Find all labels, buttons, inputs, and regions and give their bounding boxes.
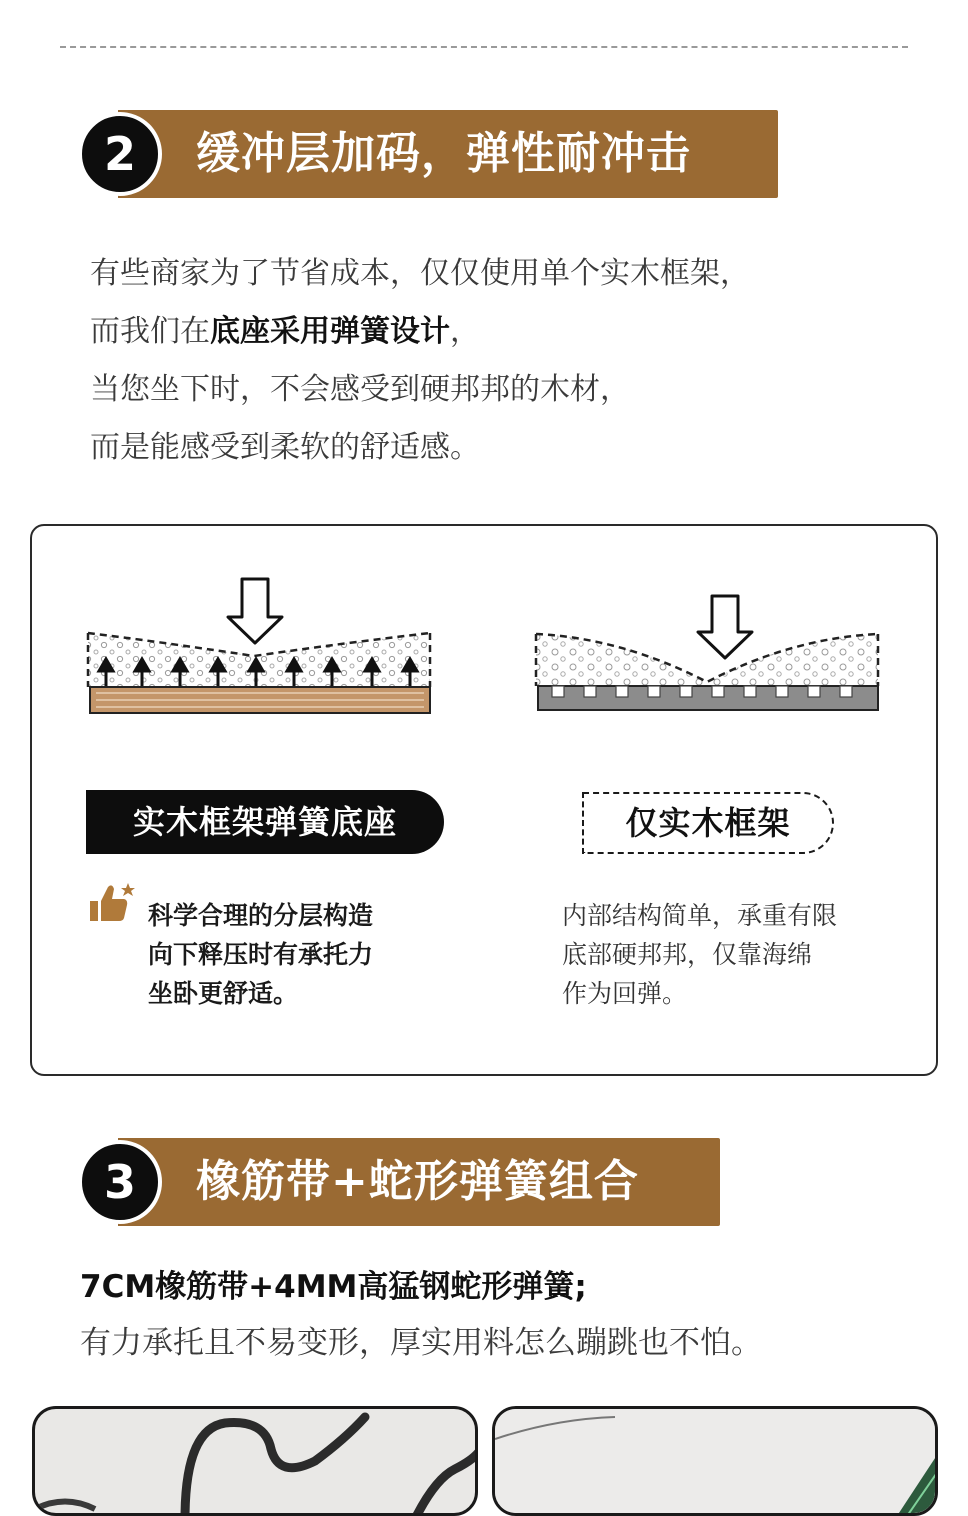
serpentine-spring-illustration xyxy=(35,1409,478,1516)
intro-line: 有些商家为了节省成本，仅仅使用单个实木框架， xyxy=(90,256,750,291)
spec-line: 7CM橡筋带+4MM高猛钢蛇形弹簧; xyxy=(80,1269,587,1305)
comparison-panel xyxy=(30,524,938,1076)
description-line: 作为回弹。 xyxy=(562,979,688,1008)
intro-emphasis: 底座采用弹簧设计 xyxy=(210,314,450,349)
benefit-line: 有力承托且不易变形，厚实用料怎么蹦跳也不怕。 xyxy=(80,1325,762,1361)
serpentine-spring-photo xyxy=(32,1406,478,1516)
section-title: 橡筋带+蛇形弹簧组合 xyxy=(196,1156,639,1207)
description-line: 底部硬邦邦，仅靠海绵 xyxy=(562,940,813,969)
description-line: 向下释压时有承托力 xyxy=(148,940,374,969)
section-3-header xyxy=(78,1138,778,1230)
description-line: 内部结构简单，承重有限 xyxy=(562,901,838,930)
intro-line xyxy=(90,303,750,361)
webbing-belt-photo xyxy=(492,1406,938,1516)
section-number-badge: 3 xyxy=(78,1140,162,1224)
webbing-belt-illustration xyxy=(495,1409,938,1516)
description-line: 坐卧更舒适。 xyxy=(148,979,299,1008)
wood-frame-description xyxy=(562,896,837,1013)
section-number-badge: 2 xyxy=(78,112,162,196)
spring-base-diagram xyxy=(84,571,434,721)
thumbs-up-icon xyxy=(88,881,138,925)
description-line: 科学合理的分层构造 xyxy=(148,901,374,930)
wood-frame-diagram xyxy=(532,588,882,718)
intro-text: 而我们在 xyxy=(90,314,210,349)
spring-base-label: 实木框架弹簧底座 xyxy=(86,790,444,854)
intro-paragraph xyxy=(90,245,750,477)
section-title: 缓冲层加码，弹性耐冲击 xyxy=(196,128,691,179)
spring-base-description xyxy=(148,896,373,1013)
section-3-text xyxy=(80,1262,762,1374)
wood-frame-label: 仅实木框架 xyxy=(582,792,834,854)
top-dashed-divider xyxy=(60,46,908,48)
intro-line: 而是能感受到柔软的舒适感。 xyxy=(90,430,480,465)
intro-text: ， xyxy=(450,314,480,349)
intro-line: 当您坐下时，不会感受到硬邦邦的木材， xyxy=(90,372,630,407)
section-2-header xyxy=(78,110,778,202)
